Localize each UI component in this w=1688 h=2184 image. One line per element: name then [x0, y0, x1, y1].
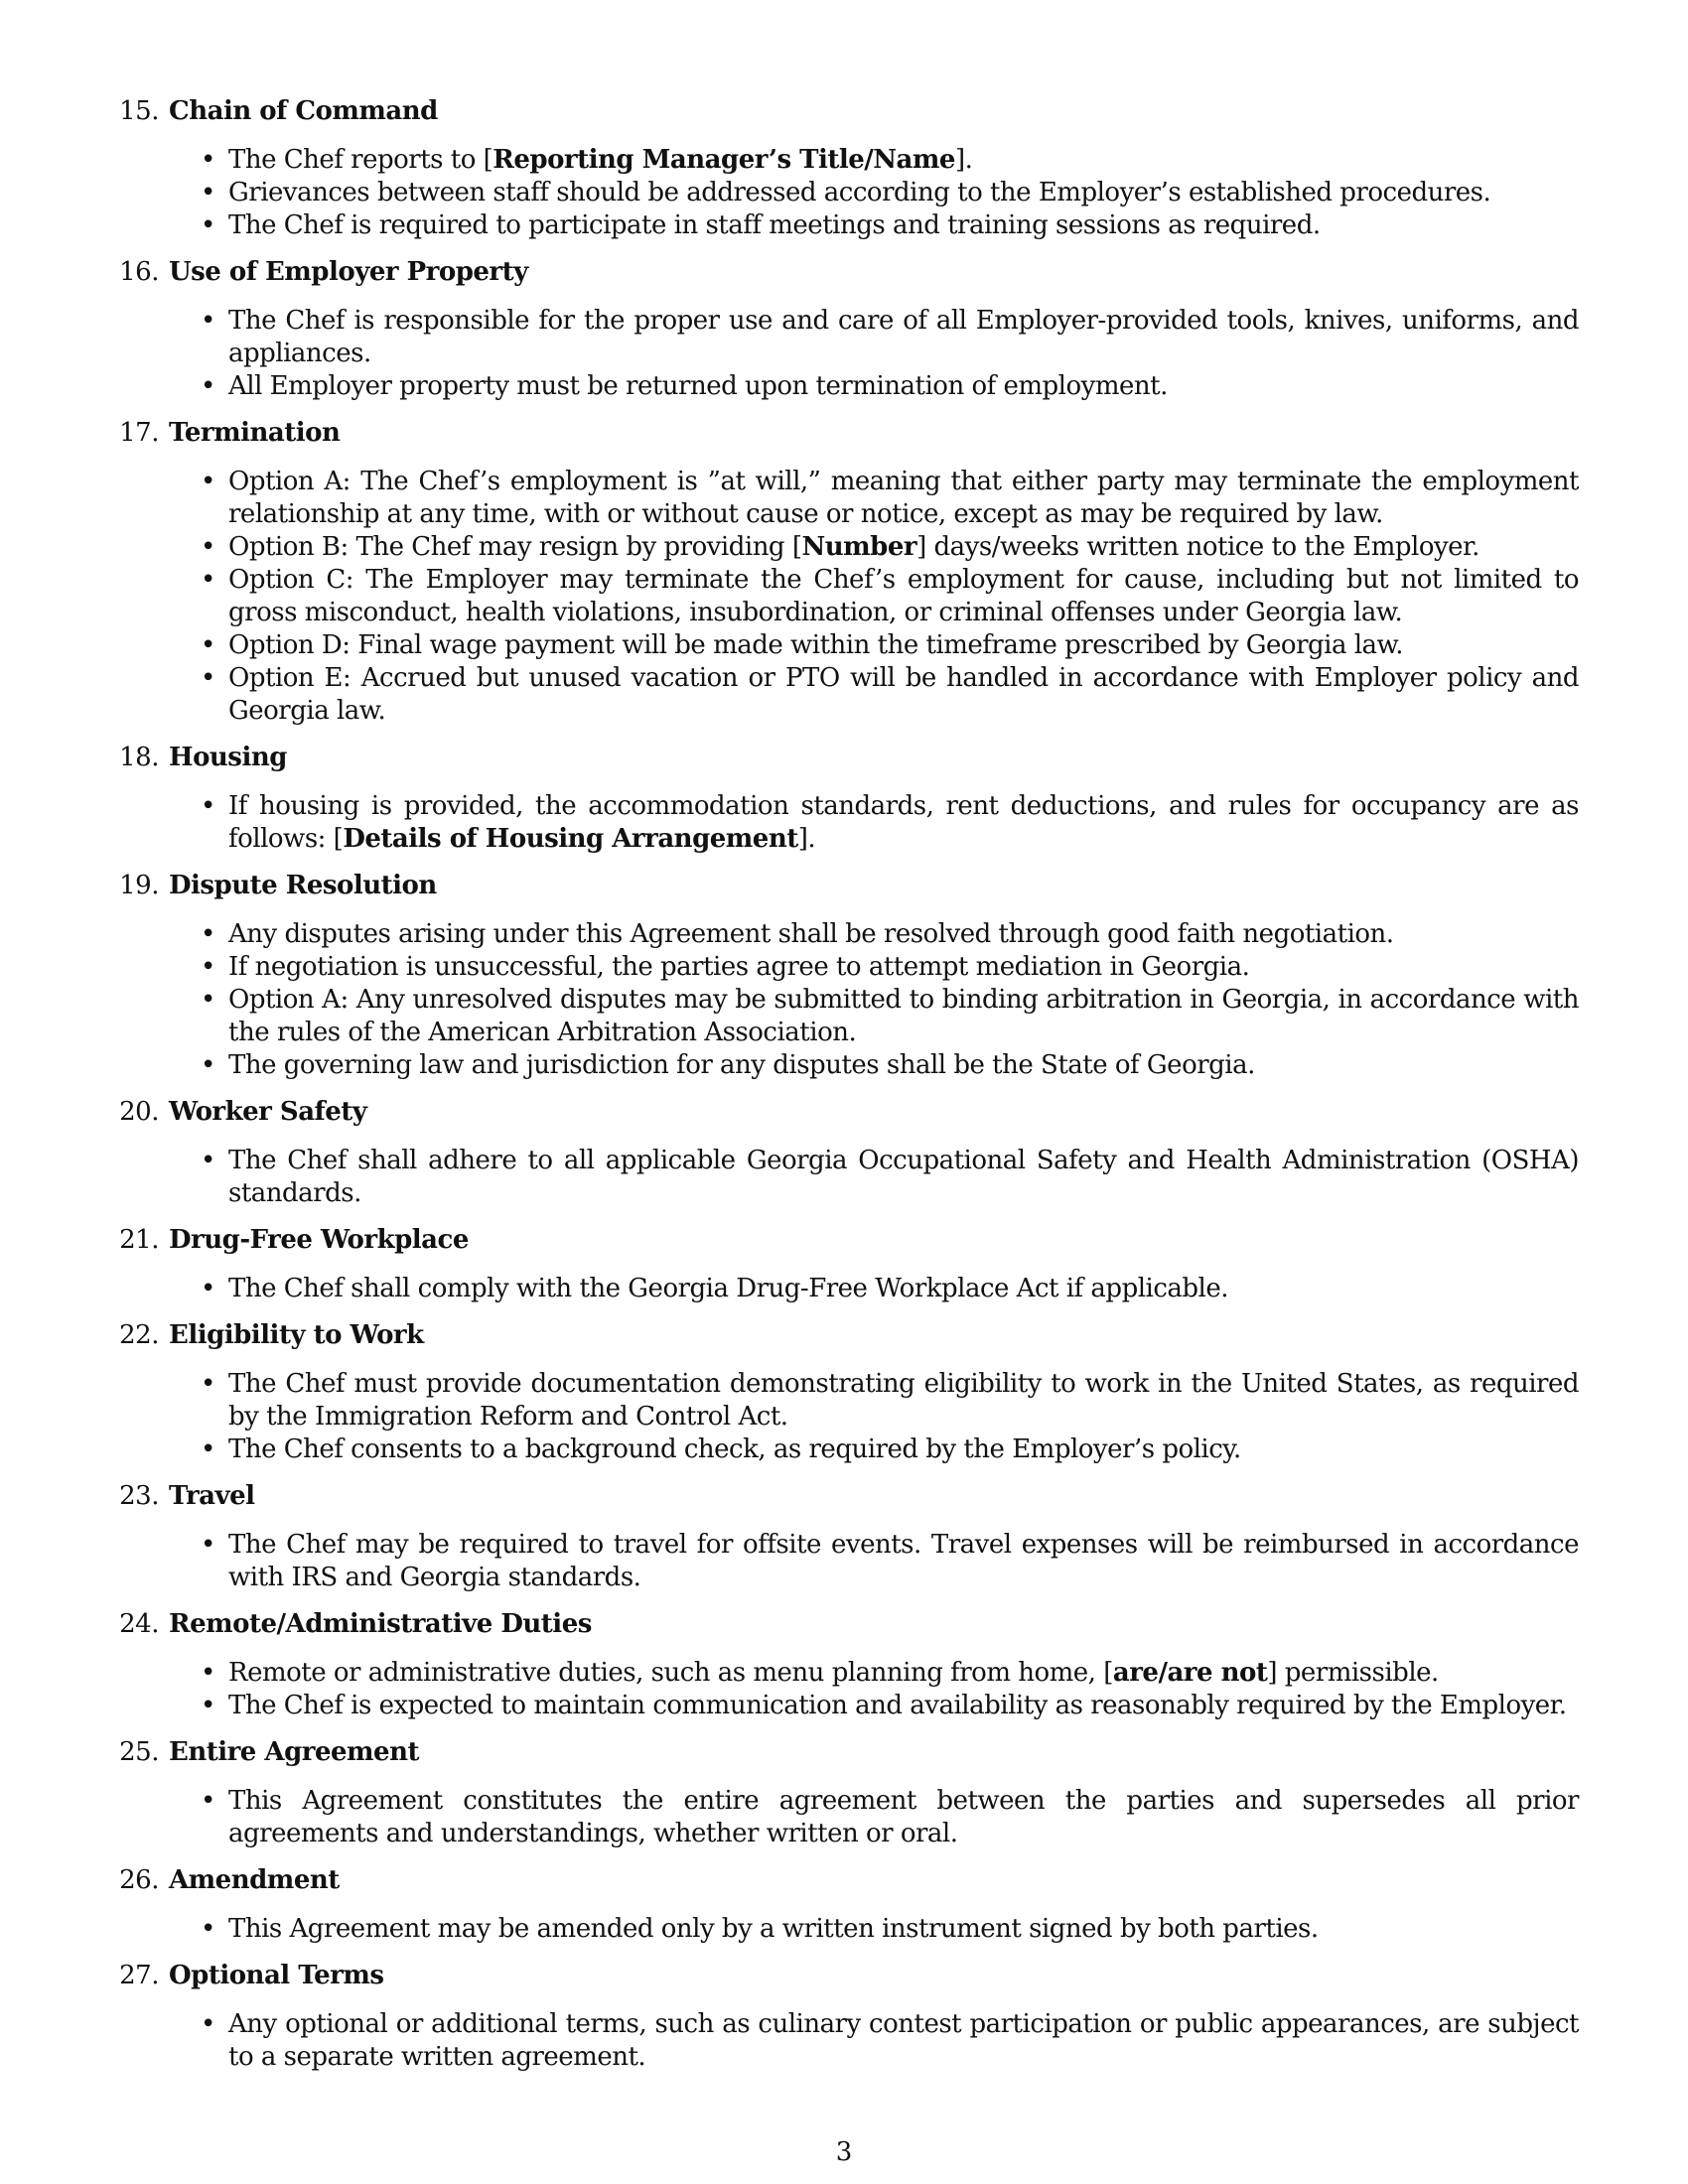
item-text: Any disputes arising under this Agreement shall be resolved through good faith negotiation.	[228, 919, 1394, 949]
section-number: 16.	[119, 257, 159, 287]
list-item	[115, 1690, 1589, 1722]
list-item	[115, 1913, 1589, 1946]
list-item	[115, 1529, 1589, 1594]
item-text: This Agreement may be amended only by a written instrument signed by both parties.	[228, 1914, 1319, 1944]
bullet-list	[115, 2008, 1589, 2074]
page-number: 3	[835, 2137, 853, 2167]
section-title: Drug-Free Workplace	[169, 1225, 469, 1255]
section-heading	[115, 742, 1589, 774]
section-number: 27.	[119, 1961, 159, 1990]
list-item	[115, 951, 1589, 984]
item-text: Any optional or additional terms, such as culinary contest participation or public appearances, are subject to a separate written agreement.	[228, 2009, 1579, 2072]
section-heading	[115, 1736, 1589, 1769]
section-heading	[115, 1864, 1589, 1897]
section-list	[115, 95, 1589, 2088]
item-text: Option A: Any unresolved disputes may be submitted to binding arbitration in Georgia, in accordance with the rules of the American Arbitration Association.	[228, 985, 1579, 1047]
item-text: The Chef consents to a background check, as required by the Employer’s policy.	[228, 1434, 1241, 1464]
list-item	[115, 918, 1589, 951]
placeholder-text: Details of Housing Arrangement	[343, 824, 798, 854]
list-item	[115, 1049, 1589, 1082]
item-text: The Chef is required to participate in staff meetings and training sessions as required.	[228, 210, 1321, 240]
section-number: 22.	[119, 1320, 159, 1350]
placeholder-text: Number	[801, 532, 917, 562]
item-text: If housing is provided, the accommodation standards, rent deductions, and rules for occupancy are as follows: [	[228, 791, 1579, 854]
item-text: Option E: Accrued but unused vacation or PTO will be handled in accordance with Employer policy and Georgia law.	[228, 663, 1579, 726]
list-item	[115, 1433, 1589, 1466]
item-text: All Employer property must be returned upon termination of employment.	[228, 371, 1168, 401]
list-item	[115, 1145, 1589, 1210]
section-heading	[115, 256, 1589, 289]
section	[115, 1224, 1589, 1305]
item-text: ].	[954, 145, 973, 175]
list-item	[115, 1273, 1589, 1305]
item-text: The Chef shall adhere to all applicable Georgia Occupational Safety and Health Administration (OSHA) standards.	[228, 1146, 1579, 1208]
section	[115, 742, 1589, 856]
section	[115, 1096, 1589, 1210]
list-item	[115, 1657, 1589, 1690]
list-item	[115, 466, 1589, 531]
item-text: Remote or administrative duties, such as menu planning from home, [	[228, 1658, 1113, 1688]
section-title: Dispute Resolution	[169, 871, 437, 900]
section	[115, 95, 1589, 242]
bullet-list	[115, 1657, 1589, 1722]
list-item	[115, 984, 1589, 1049]
item-text: Grievances between staff should be addressed according to the Employer’s established procedures.	[228, 178, 1491, 207]
section-title: Amendment	[169, 1865, 340, 1895]
section-title: Eligibility to Work	[169, 1320, 424, 1350]
section-number: 15.	[119, 96, 159, 126]
list-item	[115, 1785, 1589, 1850]
section-heading	[115, 1096, 1589, 1129]
list-item	[115, 305, 1589, 370]
section	[115, 417, 1589, 728]
section-title: Optional Terms	[169, 1961, 384, 1990]
bullet-list	[115, 790, 1589, 856]
item-text: The Chef may be required to travel for offsite events. Travel expenses will be reimbursed in accordance with IRS and Georgia standards.	[228, 1530, 1579, 1592]
section-title: Use of Employer Property	[169, 257, 528, 287]
section-number: 24.	[119, 1609, 159, 1639]
item-text: This Agreement constitutes the entire agreement between the parties and supersedes all prior agreements and understandings, whether written or oral.	[228, 1786, 1579, 1848]
item-text: Option A: The Chef’s employment is ”at will,” meaning that either party may terminate the employment relationship at any time, with or without cause or notice, except as may be required by law.	[228, 467, 1579, 529]
placeholder-text: are/are not	[1112, 1658, 1268, 1688]
section-heading	[115, 1480, 1589, 1513]
item-text: Option C: The Employer may terminate the Chef’s employment for cause, including but not limited to gross misconduct, health violations, insubordination, or criminal offenses under Georgia law.	[228, 565, 1579, 627]
list-item	[115, 177, 1589, 209]
bullet-list	[115, 1785, 1589, 1850]
item-text: The Chef is responsible for the proper use and care of all Employer-provided tools, knives, uniforms, and appliances.	[228, 306, 1579, 368]
section-title: Housing	[169, 743, 287, 772]
section	[115, 1608, 1589, 1722]
item-text: The Chef must provide documentation demonstrating eligibility to work in the United States, as required by the Immigration Reform and Control Act.	[228, 1369, 1579, 1432]
bullet-list	[115, 918, 1589, 1082]
list-item	[115, 2008, 1589, 2074]
list-item	[115, 531, 1589, 564]
item-text: ] days/weeks written notice to the Employer.	[916, 532, 1479, 562]
section	[115, 870, 1589, 1082]
section-heading	[115, 95, 1589, 128]
list-item	[115, 662, 1589, 728]
item-text: ].	[797, 824, 816, 854]
section-number: 20.	[119, 1097, 159, 1127]
placeholder-text: Reporting Manager’s Title/Name	[492, 145, 955, 175]
bullet-list	[115, 305, 1589, 403]
bullet-list	[115, 1145, 1589, 1210]
section	[115, 1319, 1589, 1466]
section-number: 23.	[119, 1481, 159, 1511]
section-title: Termination	[169, 418, 341, 448]
section-title: Remote/Administrative Duties	[169, 1609, 592, 1639]
section	[115, 1864, 1589, 1946]
item-text: The Chef reports to [	[228, 145, 493, 175]
list-item	[115, 144, 1589, 177]
item-text: Option D: Final wage payment will be made within the timeframe prescribed by Georgia law.	[228, 630, 1403, 660]
item-text: If negotiation is unsuccessful, the parties agree to attempt mediation in Georgia.	[228, 952, 1250, 982]
bullet-list	[115, 1273, 1589, 1305]
bullet-list	[115, 1368, 1589, 1466]
list-item	[115, 1368, 1589, 1433]
section-heading	[115, 1319, 1589, 1352]
list-item	[115, 209, 1589, 242]
item-text: The governing law and jurisdiction for any disputes shall be the State of Georgia.	[228, 1050, 1255, 1080]
section-title: Chain of Command	[169, 96, 438, 126]
list-item	[115, 370, 1589, 403]
section-heading	[115, 1608, 1589, 1641]
bullet-list	[115, 144, 1589, 242]
section-number: 19.	[119, 871, 159, 900]
item-text: The Chef is expected to maintain communication and availability as reasonably required by the Employer.	[228, 1691, 1567, 1720]
section	[115, 1960, 1589, 2074]
section-heading	[115, 1224, 1589, 1257]
item-text: ] permissible.	[1267, 1658, 1439, 1688]
bullet-list	[115, 1913, 1589, 1946]
section-number: 17.	[119, 418, 159, 448]
list-item	[115, 629, 1589, 662]
section	[115, 1480, 1589, 1594]
section	[115, 1736, 1589, 1850]
section-title: Travel	[169, 1481, 255, 1511]
bullet-list	[115, 466, 1589, 728]
list-item	[115, 790, 1589, 856]
section-number: 18.	[119, 743, 159, 772]
section-heading	[115, 870, 1589, 902]
section-number: 26.	[119, 1865, 159, 1895]
section-heading	[115, 417, 1589, 450]
section-heading	[115, 1960, 1589, 1992]
section	[115, 256, 1589, 403]
list-item	[115, 564, 1589, 629]
section-title: Worker Safety	[169, 1097, 367, 1127]
section-number: 21.	[119, 1225, 159, 1255]
section-title: Entire Agreement	[169, 1737, 419, 1767]
section-number: 25.	[119, 1737, 159, 1767]
item-text: Option B: The Chef may resign by providing [	[228, 532, 802, 562]
item-text: The Chef shall comply with the Georgia Drug-Free Workplace Act if applicable.	[228, 1274, 1229, 1303]
bullet-list	[115, 1529, 1589, 1594]
